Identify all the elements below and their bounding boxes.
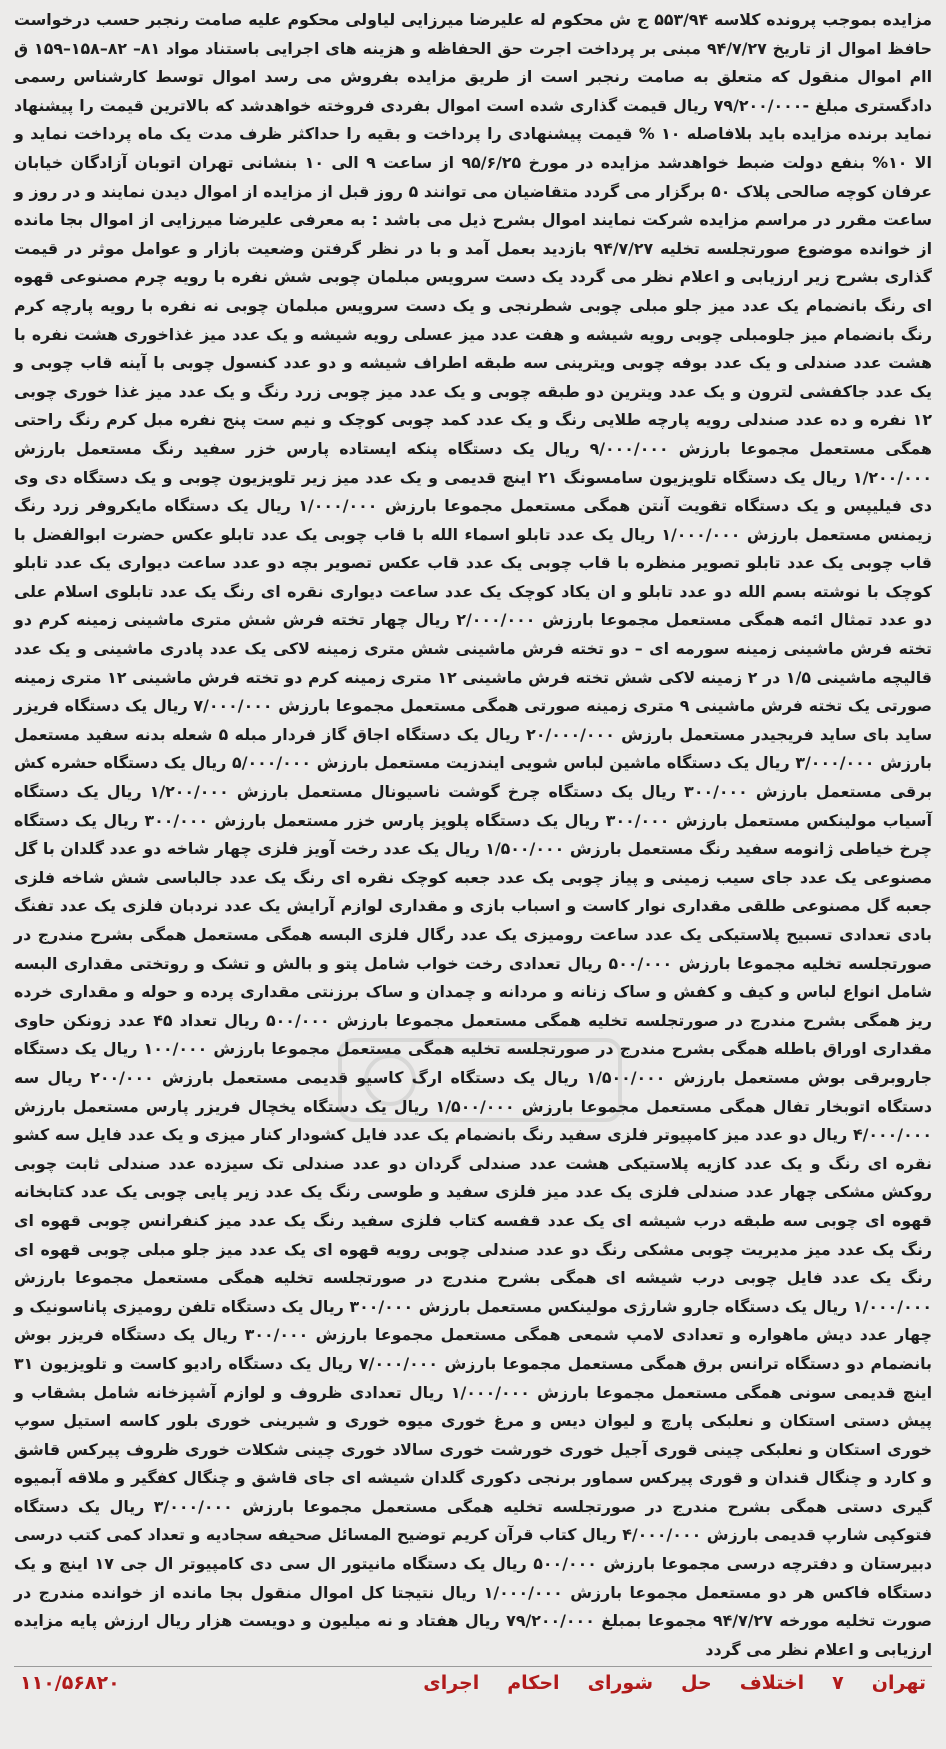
footer-word-3: شورای — [587, 1672, 654, 1695]
footer-word-4: احکام — [507, 1672, 560, 1695]
footer-word-1: اختلاف — [739, 1672, 805, 1695]
footer-branch: ۷ — [832, 1672, 844, 1695]
footer-city: تهران — [871, 1672, 926, 1695]
footer-authority — [423, 1672, 926, 1694]
footer-code: ۱۱۰/۵۶۸۲۰ — [20, 1672, 120, 1695]
footer-word-5: اجرای — [423, 1672, 480, 1695]
footer-word-2: حل — [681, 1672, 712, 1695]
notice-footer — [14, 1666, 932, 1699]
auction-notice-text: مزایده بموجب پرونده کلاسه ۵۵۳/۹۴ ج ش محکوم له علیرضا میرزایی لیاولی محکوم علیه صامت رنجبر حسب درخواست حافظ اموال از تاریخ ۹۴/۷/۲۷ مبنی بر پرداخت اجرت حق الحفاظه و هزینه های اجرایی باستناد مواد ۸۱– ۸۲–۱۵۸–۱۵۹ ق اام اموال منقول که متعلق به صامت رنجبر است از طریق مزایده بفروش می رسد اموال توسط کارشناس رسمی دادگستری مبلغ -۷۹/۲۰۰/۰۰۰ ریال قیمت گذاری شده است اموال بفردی فروخته خواهدشد که بالاترین قیمت را پیشنهاد نماید برنده مزایده باید بلافاصله ۱۰ % قیمت پیشنهادی را پرداخت و بقیه را حداکثر ظرف مدت یک ماه پرداخت نماید و الا ۱۰% بنفع دولت ضبط خواهدشد مزایده در مورخ ۹۵/۶/۲۵ از ساعت ۹ الی ۱۰ بنشانی تهران اتوبان آزادگان خیابان عرفان کوچه صالحی پلاک ۵۰ برگزار می گردد متقاضیان می توانند ۵ روز قبل از مزایده از اموال دیدن نمایند و در روز و ساعت مقرر در مراسم مزایده شرکت نمایند اموال بشرح ذیل می باشد : به معرفی علیرضا میرزایی از اموال بجا مانده از خوانده موضوع صورتجلسه تخلیه ۹۴/۷/۲۷ بازدید بعمل آمد و با در نظر گرفتن وضعیت بازار و عوامل موثر در قیمت گذاری بشرح زیر ارزیابی و اعلام نظر می گردد یک دست سرویس مبلمان چوبی شش نفره با رویه چرم مصنوعی قهوه ای رنگ بانضمام یک عدد میز جلو مبلی چوبی شطرنجی و یک دست سرویس مبلمان چوبی نه نفره با رویه پارچه کرم رنگ بانضمام میز جلومبلی چوبی رویه شیشه و هفت عدد میز عسلی رویه شیشه و یک عدد میز غذاخوری هشت نفره با هشت عدد صندلی و یک عدد بوفه چوبی ویترینی سه طبقه اطراف شیشه و دو عدد کنسول چوبی با آینه قاب چوبی و یک عدد جاکفشی لترون و یک عدد ویترین دو طبقه چوبی و یک عدد میز چوبی زرد رنگ و یک عدد میز غذا خوری چوبی ۱۲ نفره و ده عدد صندلی رویه پارچه طلایی رنگ و یک عدد کمد چوبی کوچک و نیم ست پنج نفره مبل کرم رنگ راحتی همگی مستعمل مجموعا بارزش ۹/۰۰۰/۰۰۰ ریال یک دستگاه پنکه ایستاده پارس خزر سفید رنگ مستعمل بارزش ۱/۲۰۰/۰۰۰ ریال یک دستگاه تلویزیون سامسونگ ۲۱ اینچ قدیمی و یک عدد میز زیر تلویزیون چوبی و یک دستگاه دی وی دی فیلیپس و یک دستگاه تقویت آنتن همگی مستعمل مجموعا بارزش ۱/۰۰۰/۰۰۰ ریال یک دستگاه مایکروفر زرد رنگ زیمنس مستعمل بارزش ۱/۰۰۰/۰۰۰ ریال یک عدد تابلو اسماء الله با قاب چوبی یک عدد تابلو عکس حضرت ابوالفضل با قاب چوبی یک عدد تابلو تصویر منظره با قاب چوبی یک عدد قاب عکس تصویر بچه دو عدد ساعت دیواری یک عدد تابلو کوچک با نوشته بسم الله دو عدد تابلو و ان یکاد کوچک یک عدد ساعت دیواری نقره ای رنگ یک عدد تابلوی اسلام علی دو عدد تمثال ائمه همگی مستعمل مجموعا بارزش ۲/۰۰۰/۰۰۰ ریال چهار تخته فرش شش متری ماشینی زمینه کرم دو تخته فرش ماشینی زمینه سورمه ای – دو تخته فرش ماشینی شش متری زمینه لاکی یک عدد پادری ماشینی و یک عدد قالیچه ماشینی ۱/۵ در ۲ زمینه لاکی شش تخته فرش ماشینی ۱۲ متری زمینه کرم دو تخته فرش ماشینی ۱۲ متری زمینه صورتی یک تخته فرش ماشینی ۹ متری زمینه صورتی همگی مستعمل مجموعا بارزش ۷/۰۰۰/۰۰۰ ریال یک دستگاه فریزر ساید بای ساید فریجیدر مستعمل بارزش ۲۰/۰۰۰/۰۰۰ ریال یک دستگاه اجاق گاز فردار مبله ۵ شعله بدنه سفید مستعمل بارزش ۳/۰۰۰/۰۰۰ ریال یک دستگاه ماشین لباس شویی ایندزیت مستعمل بارزش ۵/۰۰۰/۰۰۰ ریال یک دستگاه حشره کش برقی مستعمل بارزش ۳۰۰/۰۰۰ ریال یک دستگاه چرخ گوشت ناسیونال مستعمل بارزش ۱/۲۰۰/۰۰۰ ریال یک دستگاه آسیاب مولینکس مستعمل بارزش ۳۰۰/۰۰۰ ریال یک دستگاه پلوپز پارس خزر مستعمل بارزش ۳۰۰/۰۰۰ ریال یک دستگاه چرخ خیاطی ژانومه سفید رنگ مستعمل بارزش ۱/۵۰۰/۰۰۰ ریال یک عدد رخت آویز فلزی چهار شاخه دو عدد گلدان با گل مصنوعی یک عدد جای سیب زمینی و پیاز چوبی یک عدد جعبه کوچک نقره ای رنگ یک عدد جالباسی شش شاخه فلزی جعبه گل مصنوعی طلقی مقداری نوار کاست و اسباب بازی و مقداری لوازم آرایش یک عدد نردبان فلزی یک عدد تفنگ بادی تعدادی تسبیح پلاستیکی یک عدد ساعت رومیزی یک عدد رگال فلزی البسه همگی مستعمل همگی بشرح مندرج در صورتجلسه تخلیه مجموعا بارزش ۵۰۰/۰۰۰ ریال تعدادی رخت خواب شامل پتو و بالش و تشک و روتختی مقداری البسه شامل انواع لباس و کیف و کفش و ساک زنانه و مردانه و چمدان و ساک برزنتی مقداری پرده و حوله و مقداری خرده ریز همگی بشرح مندرج در صورتجلسه تخلیه همگی مستعمل مجموعا بارزش ۵۰۰/۰۰۰ ریال تعداد ۴۵ عدد زونکن حاوی مقداری اوراق باطله همگی بشرح مندرج در صورتجلسه تخلیه همگی مستعمل مجموعا بارزش ۱۰۰/۰۰۰ ریال یک دستگاه جاروبرقی بوش مستعمل بارزش ۱/۵۰۰/۰۰۰ ریال یک دستگاه ارگ کاسیو قدیمی مستعمل بارزش ۲۰۰/۰۰۰ ریال سه دستگاه اتوبخار تفال همگی مستعمل مجموعا بارزش ۱/۵۰۰/۰۰۰ ریال یک دستگاه یخچال فریزر پارس مستعمل بارزش ۴/۰۰۰/۰۰۰ ریال دو عدد میز کامپیوتر فلزی سفید رنگ بانضمام یک عدد فایل کشودار کنار میزی و یک عدد فایل سه کشو نقره ای رنگ و یک عدد کازیه پلاستیکی هشت عدد صندلی گردان دو عدد صندلی تک سیزده عدد صندلی ثابت چوبی روکش مشکی چهار عدد صندلی فلزی یک عدد میز فلزی سفید و طوسی رنگ یک عدد زیر پایی چوبی یک عدد کتابخانه قهوه ای چوبی سه طبقه درب شیشه ای یک عدد قفسه کتاب فلزی سفید رنگ یک عدد میز کنفرانس چوبی قهوه ای رنگ یک عدد میز مدیریت چوبی مشکی رنگ دو عدد صندلی چوبی رویه قهوه ای یک عدد میز جلو مبلی چوبی قهوه ای رنگ یک عدد فایل چوبی درب شیشه ای همگی بشرح مندرج در صورتجلسه تخلیه همگی مستعمل مجموعا بارزش ۱/۰۰۰/۰۰۰ ریال یک دستگاه جارو شارژی مولینکس مستعمل بارزش ۳۰۰/۰۰۰ ریال یک دستگاه تلفن رومیزی پاناسونیک و چهار عدد دیش ماهواره و تعدادی لامپ شمعی همگی مستعمل مجموعا بارزش ۳۰۰/۰۰۰ ریال یک دستگاه فریزر بوش بانضمام دو دستگاه ترانس برق همگی مستعمل مجموعا بارزش ۷/۰۰۰/۰۰۰ ریال یک دستگاه رادیو کاست و تلویزیون ۳۱ اینچ قدیمی سونی همگی مستعمل مجموعا بارزش ۱/۰۰۰/۰۰۰ ریال تعدادی ظروف و لوازم آشپزخانه شامل بشقاب و پیش دستی استکان و نعلبکی پارچ و لیوان دیس و مرغ خوری میوه خوری و شیرینی خوری بلور کاسه استیل سوپ خوری استکان و نعلبکی چینی قوری آجیل خوری خورشت خوری سالاد خوری چینی شکلات خوری ظروف پیرکس قاشق و کارد و چنگال قندان و قوری پیرکس سماور برنجی دکوری گلدان شیشه ای جای قاشق و چنگال کفگیر و ملاقه آبمیوه گیری دستی همگی بشرح مندرج در صورتجلسه تخلیه همگی مستعمل مجموعا بارزش ۳/۰۰۰/۰۰۰ ریال یک دستگاه فتوکپی شارپ قدیمی بارزش ۴/۰۰۰/۰۰۰ ریال کتاب قرآن کریم توضیح المسائل صحیفه سجادیه و تعداد کمی کتب درسی دبیرستان و دفترچه درسی مجموعا بارزش ۵۰۰/۰۰۰ ریال یک دستگاه مانیتور ال سی دی کامپیوتر ال جی ۱۷ اینچ و یک دستگاه فاکس هر دو مستعمل مجموعا بارزش ۱/۰۰۰/۰۰۰ ریال نتیجتا کل اموال منقول بجا مانده از خوانده مندرج در صورت تخلیه مورخه ۹۴/۷/۲۷ مجموعا بمبلغ ۷۹/۲۰۰/۰۰۰ ریال هفتاد و نه میلیون و دویست هزار ریال ارزش پایه مزایده ارزیابی و اعلام نظر می گردد — [14, 10, 933, 1659]
